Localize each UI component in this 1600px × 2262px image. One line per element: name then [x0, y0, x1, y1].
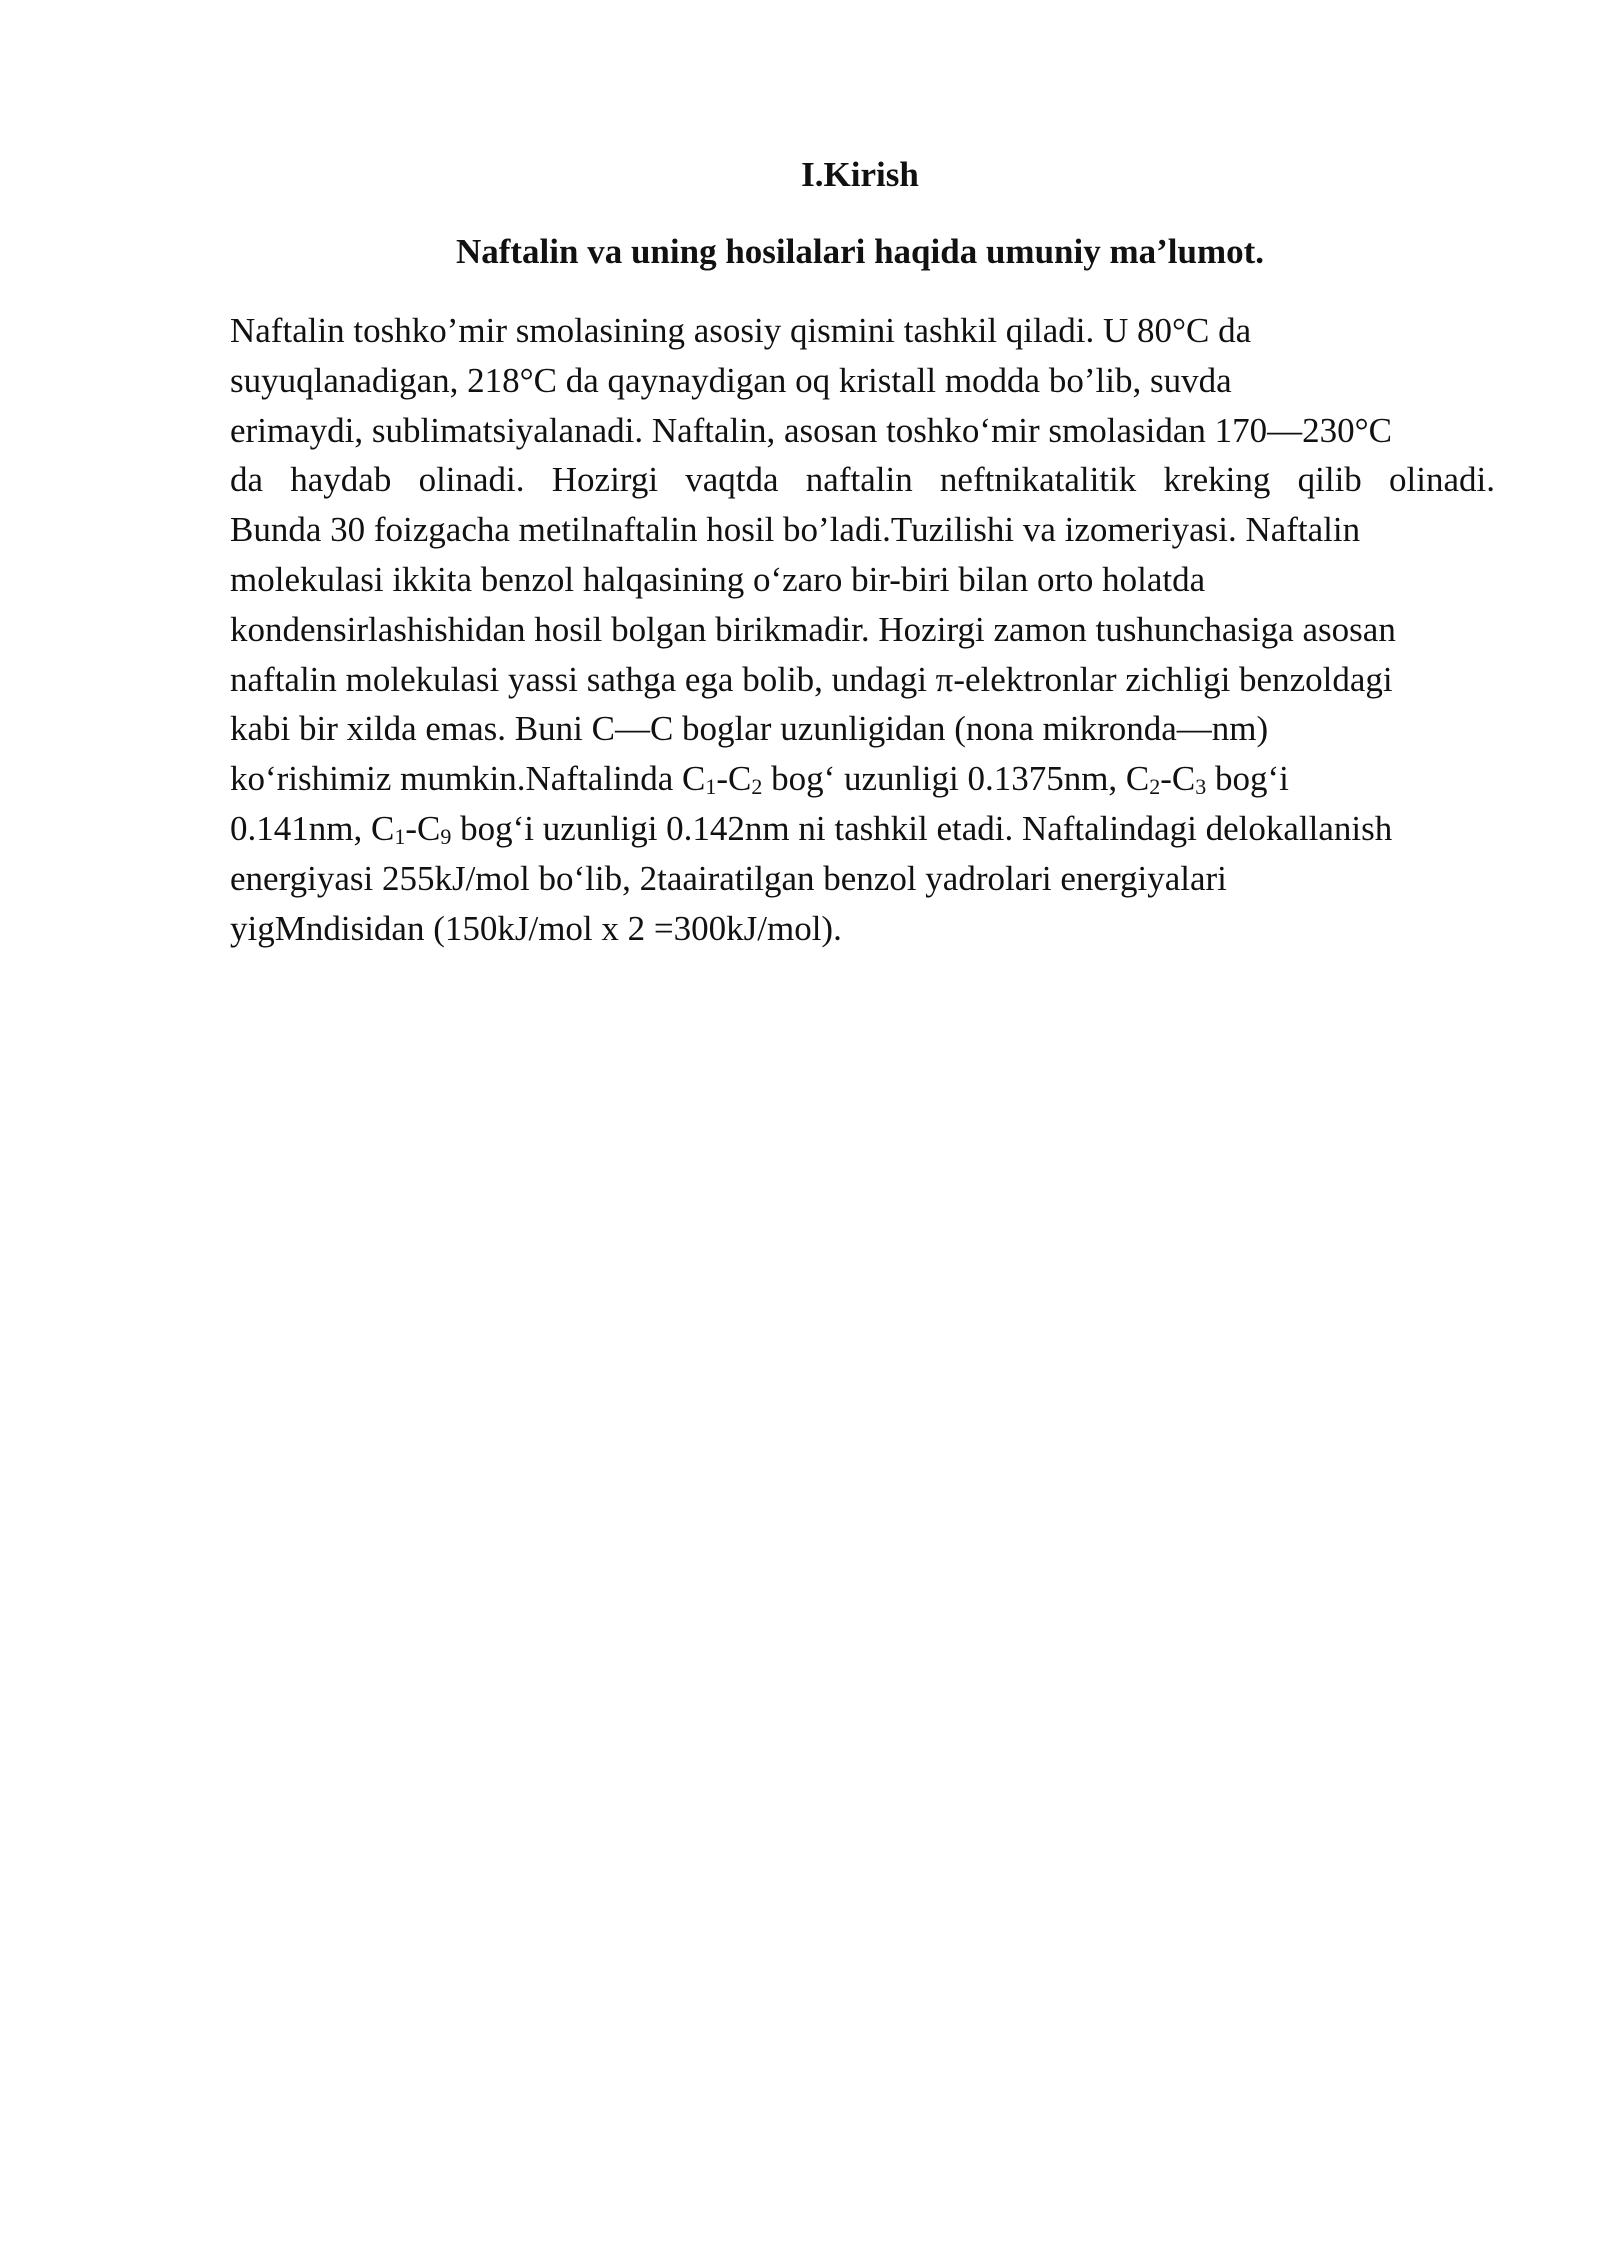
- text-run: ko‘rishimiz mumkin.Naftalinda C: [230, 759, 706, 799]
- paragraph-line: naftalin molekulasi yassi sathga ega bolib, undagi π-elektronlar zichligi benzoldagi: [230, 659, 1393, 699]
- paragraph-line: [230, 804, 1510, 854]
- paragraph-line: molekulasi ikkita benzol halqasining o‘zaro bir-biri bilan orto holatda: [230, 559, 1206, 599]
- paragraph-line: da haydab olinadi. Hozirgi vaqtda naftalin neftnikatalitik kreking qilib olinadi.: [230, 460, 1495, 500]
- section-title: I.Kirish: [801, 155, 919, 194]
- paragraph-line: Bunda 30 foizgacha metilnaftalin hosil bo’ladi.Tuzilishi va izomeriyasi. Naftalin: [230, 510, 1361, 550]
- paragraph-line: yigMndisidan (150kJ/mol x 2 =300kJ/mol).: [230, 908, 842, 948]
- paragraph-line: kabi bir xilda emas. Buni C—C boglar uzunligidan (nona mikronda—nm): [230, 709, 1269, 749]
- subscript: 2: [751, 774, 763, 800]
- paragraph-line: suyuqlanadigan, 218°C da qaynaydigan oq kristall modda bo’lib, suvda: [230, 360, 1232, 400]
- body-paragraph: [230, 306, 1510, 953]
- subscript: 1: [394, 823, 406, 849]
- text-run: -C: [1160, 759, 1196, 799]
- subscript: 3: [1195, 774, 1207, 800]
- text-run: bog‘ uzunligi 0.1375nm, C: [762, 759, 1150, 799]
- section-subtitle: Naftalin va uning hosilalari haqida umuniy ma’lumot.: [455, 232, 1265, 271]
- text-run: 0.141nm, C: [230, 808, 395, 848]
- paragraph-line: Naftalin toshko’mir smolasining asosiy qismini tashkil qiladi. U 80°C da: [230, 311, 1252, 350]
- subscript: 2: [1149, 774, 1161, 800]
- text-run: -C: [716, 759, 752, 799]
- paragraph-line: erimaydi, sublimatsiyalanadi. Naftalin, asosan toshko‘mir smolasidan 170—230°C: [230, 410, 1393, 450]
- paragraph-line: kondensirlashishidan hosil bolgan birikmadir. Hozirgi zamon tushunchasiga asosan: [230, 609, 1396, 649]
- text-run: bog‘i uzunligi 0.142nm ni tashkil etadi. Naftalindagi delokallanish: [451, 808, 1393, 848]
- subscript: 1: [705, 774, 717, 800]
- text-run: -C: [405, 808, 441, 848]
- paragraph-line: [230, 754, 1510, 804]
- subscript: 9: [440, 823, 452, 849]
- paragraph-line: energiyasi 255kJ/mol bo‘lib, 2taairatilgan benzol yadrolari energiyalari: [230, 858, 1227, 898]
- text-run: bog‘i: [1206, 759, 1289, 799]
